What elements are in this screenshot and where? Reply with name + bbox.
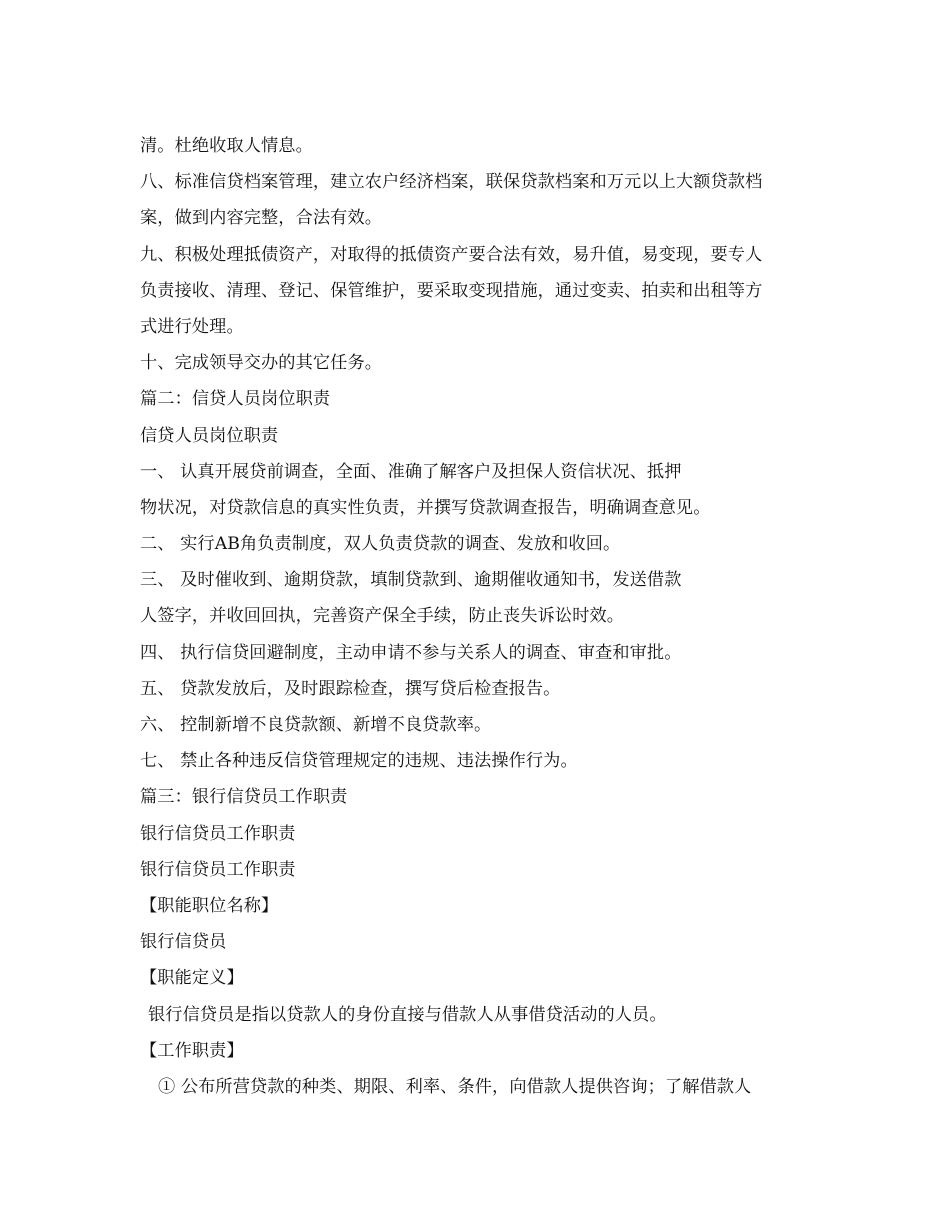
text-line: 七、 禁止各种违反信贷管理规定的违规、违法操作行为。 bbox=[140, 751, 578, 772]
bracket-heading: 【工作职责】 bbox=[140, 1040, 244, 1061]
text-line: 人签字，并收回回执，完善资产保全手续，防止丧失诉讼时效。 bbox=[140, 606, 625, 627]
text-line: 四、 执行信贷回避制度，主动申请不参与关系人的调查、审查和审批。 bbox=[140, 642, 682, 663]
text-line: 银行信贷员 bbox=[140, 932, 227, 953]
bracket-heading: 【职能职位名称】 bbox=[140, 895, 279, 916]
document-body bbox=[140, 128, 820, 1105]
text-line: 九、积极处理抵债资产，对取得的抵债资产要合法有效，易升值，易变现，要专人 bbox=[140, 244, 763, 265]
text-line: 五、 贷款发放后，及时跟踪检查，撰写贷后检查报告。 bbox=[140, 678, 561, 699]
section-heading: 篇三：银行信贷员工作职责 bbox=[140, 787, 348, 808]
section-title: 银行信贷员工作职责 bbox=[140, 859, 296, 880]
text-line: 物状况，对贷款信息的真实性负责，并撰写贷款调查报告，明确调查意见。 bbox=[140, 497, 711, 518]
section-heading: 篇二：信贷人员岗位职责 bbox=[140, 389, 331, 410]
section-title: 信贷人员岗位职责 bbox=[140, 425, 279, 446]
text-line: 八、标准信贷档案管理，建立农户经济档案，联保贷款档案和万元以上大额贷款档 bbox=[140, 172, 763, 193]
section-title: 银行信贷员工作职责 bbox=[140, 823, 296, 844]
text-line: 六、 控制新增不良贷款额、新增不良贷款率。 bbox=[140, 715, 492, 735]
text-line: 十、完成领导交办的其它任务。 bbox=[140, 353, 383, 374]
text-line: 式进行处理。 bbox=[140, 316, 244, 337]
text-line: 清。杜绝收取人情息。 bbox=[140, 136, 313, 156]
text-line: 案，做到内容完整，合法有效。 bbox=[140, 208, 383, 229]
text-line: 负责接收、清理、登记、保管维护，要采取变现措施，通过变卖、拍卖和出租等方 bbox=[140, 280, 763, 301]
text-line: 三、 及时催收到、逾期贷款，填制贷款到、逾期催收通知书，发送借款 bbox=[140, 570, 682, 591]
text-line: ① 公布所营贷款的种类、期限、利率、条件，向借款人提供咨询；了解借款人 bbox=[158, 1076, 752, 1097]
bracket-heading: 【职能定义】 bbox=[140, 968, 244, 989]
text-line: 银行信贷员是指以贷款人的身份直接与借款人从事借贷活动的人员。 bbox=[148, 1004, 667, 1025]
text-line: 二、 实行AB角负责制度，双人负责贷款的调查、发放和收回。 bbox=[140, 534, 621, 555]
text-line: 一、 认真开展贷前调查，全面、准确了解客户及担保人资信状况、抵押 bbox=[140, 461, 682, 482]
